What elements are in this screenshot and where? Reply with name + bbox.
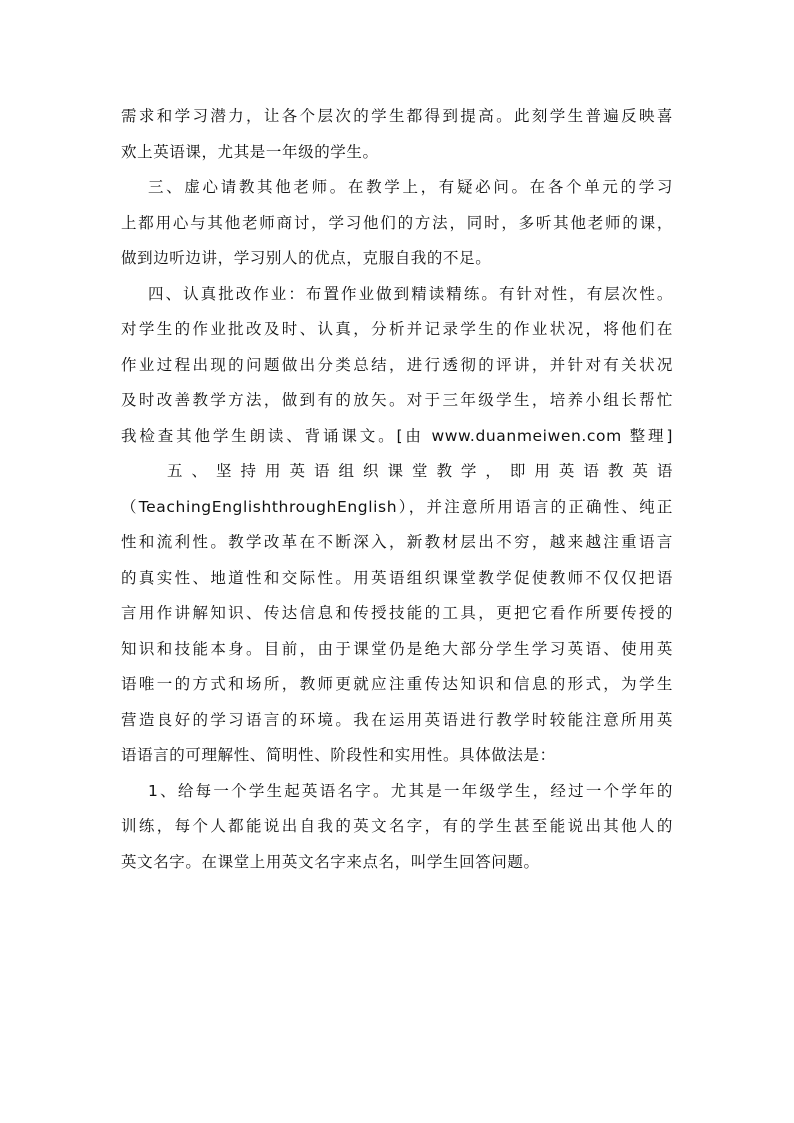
text-line: 言用作讲解知识、传达信息和传授技能的工具，更把它看作所要传授的 (121, 604, 673, 622)
text-line: 的真实性、地道性和交际性。用英语组织课堂教学促使教师不仅仅把语 (121, 568, 673, 587)
text-line: 及时改善教学方法，做到有的放矢。对于三年级学生，培养小组长帮忙 (121, 391, 673, 409)
text-line: 语唯一的方式和场所，教师更就应注重传达知识和信息的形式，为学生 (121, 675, 673, 693)
text-line: 1、给每一个学生起英语名字。尤其是一年级学生，经过一个学年的 (148, 781, 673, 800)
document-body (121, 99, 673, 880)
text-line: 性和流利性。教学改革在不断深入，新教材层出不穷，越来越注重语言 (121, 533, 673, 551)
text-line: 欢上英语课，尤其是一年级的学生。 (121, 142, 379, 161)
text-line: 对学生的作业批改及时、认真，分析并记录学生的作业状况，将他们在 (121, 320, 673, 338)
text-line: 英文名字。在课堂上用英文名字来点名，叫学生回答问题。 (121, 852, 540, 871)
text-line: 知识和技能本身。目前，由于课堂仍是绝大部分学生学习英语、使用英 (121, 639, 673, 658)
text-line: 需求和学习潜力，让各个层次的学生都得到提高。此刻学生普遍反映喜 (121, 107, 673, 125)
text-line: 四、认真批改作业：布置作业做到精读精练。有针对性，有层次性。 (148, 284, 673, 303)
text-line: 五、坚持用英语组织课堂教学，即用英语教英语 (167, 462, 673, 480)
text-line: （TeachingEnglishthroughEnglish），并注意所用语言的正确性、纯正 (121, 497, 673, 516)
text-line: 三、虚心请教其他老师。在教学上，有疑必问。在各个单元的学习 (148, 178, 673, 196)
text-line: 上都用心与其他老师商讨，学习他们的方法，同时，多听其他老师的课， (121, 213, 673, 232)
text-line: 做到边听边讲，学习别人的优点，克服自我的不足。 (121, 249, 492, 267)
text-line: 训练，每个人都能说出自我的英文名字，有的学生甚至能说出其他人的 (121, 817, 673, 835)
text-line: 营造良好的学习语言的环境。我在运用英语进行教学时较能注意所用英 (121, 710, 673, 729)
text-line: 语语言的可理解性、简明性、阶段性和实用性。具体做法是： (121, 746, 556, 764)
text-line: 作业过程出现的问题做出分类总结，进行透彻的评讲，并针对有关状况 (121, 355, 673, 374)
text-line: 我检查其他学生朗读、背诵课文。[由 www.duanmeiwen.com 整理] (121, 426, 673, 445)
